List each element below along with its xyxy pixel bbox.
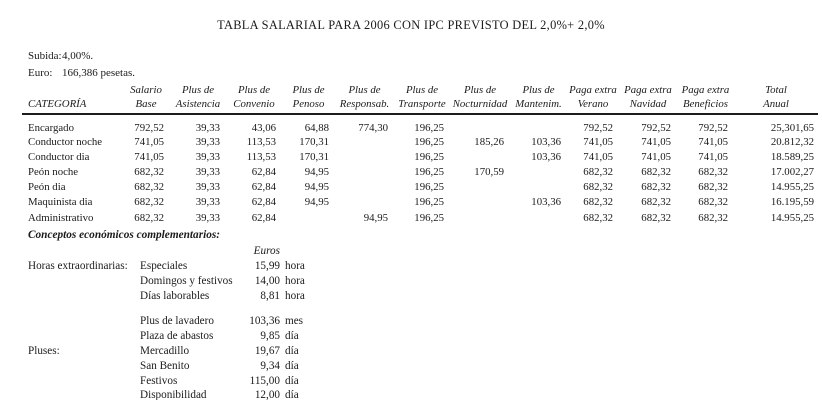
column-header-line2: Nocturnidad <box>452 97 508 110</box>
value-cell: 103,36 <box>531 196 561 209</box>
pluses-item-value: 9,34 <box>260 359 280 372</box>
value-cell: 14.955,25 <box>770 211 814 224</box>
pluses-item-unit: día <box>285 344 299 357</box>
column-header-line1: Plus de <box>348 84 381 96</box>
complementos-list <box>28 244 822 400</box>
value-cell: 39,33 <box>195 211 220 224</box>
value-cell <box>450 114 510 134</box>
category-cell: Peón noche <box>28 165 79 178</box>
value-cell: 39,33 <box>195 181 220 194</box>
value-cell: 682,32 <box>698 181 728 194</box>
value-cell: 682,32 <box>583 165 613 178</box>
value-cell: 185,26 <box>474 135 504 148</box>
pluses-item-row <box>28 388 822 400</box>
value-cell: 741,05 <box>583 150 613 163</box>
value-cell: 39,33 <box>195 196 220 209</box>
salary-table-body <box>22 114 818 225</box>
spacer <box>140 244 242 259</box>
value-cell: 113,53 <box>246 150 276 163</box>
pluses-item-label: Mercadillo <box>140 344 190 357</box>
subida-value: 4,00%. <box>62 50 94 62</box>
value-cell: 39,33 <box>195 165 220 178</box>
value-cell: 682,32 <box>641 165 671 178</box>
horas-item-value: 15,99 <box>254 259 280 272</box>
column-header <box>170 84 226 114</box>
value-cell: 94,95 <box>363 211 388 224</box>
pluses-item-unit: día <box>285 389 299 400</box>
value-cell: 18.589,25 <box>770 150 814 163</box>
value-cell: 682,32 <box>583 181 613 194</box>
value-cell: 741,05 <box>698 135 728 148</box>
column-header-line1: Plus de <box>181 84 215 96</box>
value-cell: 682,32 <box>698 196 728 209</box>
category-cell: Administrativo <box>28 211 94 224</box>
value-cell <box>335 149 394 164</box>
value-cell: 14.955,25 <box>770 181 814 194</box>
spacer <box>28 289 140 304</box>
value-cell: 196,25 <box>414 165 444 178</box>
value-cell: 16.195,59 <box>770 196 814 209</box>
pluses-item-row <box>28 374 822 389</box>
column-header <box>734 84 818 114</box>
value-cell <box>510 210 567 225</box>
value-cell <box>510 164 567 179</box>
value-cell: 170,31 <box>299 150 329 163</box>
value-cell: 196,25 <box>414 211 444 224</box>
column-header-line2: Penoso <box>292 97 325 110</box>
value-cell: 64,88 <box>304 122 329 134</box>
header-row <box>22 84 818 114</box>
column-header <box>394 84 450 114</box>
value-cell: 682,32 <box>134 165 164 178</box>
value-cell: 39,33 <box>195 150 220 163</box>
pluses-label: Pluses: <box>28 344 60 357</box>
pluses-item-unit: día <box>285 359 299 372</box>
column-header <box>122 84 170 114</box>
value-cell <box>450 180 510 195</box>
value-cell <box>335 164 394 179</box>
pluses-item-label: Plus de lavadero <box>140 315 214 328</box>
value-cell: 196,25 <box>414 150 444 163</box>
value-cell: 741,05 <box>134 135 164 148</box>
value-cell: 682,32 <box>583 211 613 224</box>
value-cell <box>450 195 510 210</box>
horas-item-label: Días laborables <box>140 289 210 302</box>
value-cell <box>450 210 510 225</box>
value-cell: 682,32 <box>134 196 164 209</box>
spacer <box>28 374 140 389</box>
value-cell: 170,31 <box>299 135 329 148</box>
value-cell: 741,05 <box>641 135 671 148</box>
pluses-item-unit: día <box>285 374 299 387</box>
value-cell: 62,84 <box>251 211 276 224</box>
column-header-line1: Plus de <box>463 84 497 96</box>
value-cell <box>510 180 567 195</box>
value-cell: 39,33 <box>195 122 220 134</box>
pluses-item-value: 103,36 <box>249 315 280 328</box>
horas-item-label: Especiales <box>140 259 188 272</box>
value-cell: 682,32 <box>698 165 728 178</box>
pluses-item-value: 19,67 <box>254 344 280 357</box>
value-cell <box>335 134 394 149</box>
column-header-line2: Convenio <box>233 97 275 110</box>
value-cell: 62,84 <box>251 181 276 194</box>
column-header-line1: Plus de <box>237 84 271 96</box>
value-cell: 94,95 <box>304 181 329 194</box>
horas-item-unit: hora <box>285 274 305 287</box>
subida-label: Subida: <box>28 50 62 62</box>
info-block <box>28 48 822 81</box>
value-cell: 682,32 <box>641 181 671 194</box>
value-cell: 20.812,32 <box>770 135 814 148</box>
column-header-line1: Paga extra <box>681 84 730 96</box>
value-cell: 741,05 <box>134 150 164 163</box>
column-header-line2: Anual <box>763 97 789 110</box>
spacer <box>28 314 140 329</box>
category-cell: Conductor noche <box>28 135 103 148</box>
horas-item-label: Domingos y festivos <box>140 274 233 287</box>
salary-table <box>22 84 818 225</box>
column-header <box>335 84 394 114</box>
value-cell: 113,53 <box>246 135 276 148</box>
column-header-line1: Plus de <box>405 84 439 96</box>
column-header-line2: Mantenim. <box>515 97 562 110</box>
table-row <box>22 195 818 210</box>
horas-item-value: 14,00 <box>254 274 280 287</box>
spacer <box>28 244 140 259</box>
value-cell <box>335 195 394 210</box>
value-cell: 741,05 <box>641 150 671 163</box>
column-header-line1: Plus de <box>522 84 555 96</box>
euro-label: Euro: <box>28 66 53 79</box>
column-header-line2: Verano <box>577 97 609 110</box>
table-row <box>22 114 818 134</box>
horas-item-value: 8,81 <box>260 289 280 302</box>
horas-extraordinarias-label: Horas extraordinarias: <box>28 259 128 272</box>
column-header <box>450 84 510 114</box>
column-header-line2: Base <box>135 97 157 110</box>
column-header <box>282 84 335 114</box>
column-header <box>677 84 734 114</box>
category-column-header: CATEGORÍA <box>28 97 87 110</box>
category-cell: Conductor dia <box>28 150 90 163</box>
column-header-line2: Navidad <box>629 97 667 110</box>
pluses-item-label: Plaza de abastos <box>140 330 214 343</box>
pluses-item-row <box>28 329 822 344</box>
column-header-line2: Transporte <box>398 97 446 110</box>
value-cell: 196,25 <box>414 181 444 194</box>
value-cell <box>282 210 335 225</box>
spacer <box>28 274 140 289</box>
column-header-line1: Plus de <box>292 84 325 96</box>
value-cell: 196,25 <box>414 196 444 209</box>
column-header-line1: Paga extra <box>624 84 672 96</box>
category-cell: Maquinista dia <box>28 196 93 209</box>
value-cell: 682,32 <box>134 211 164 224</box>
pluses-item-label: Disponibilidad <box>140 389 207 400</box>
value-cell: 792,52 <box>641 122 671 134</box>
spacer <box>28 388 140 400</box>
spacer <box>28 329 140 344</box>
complementos-heading: Conceptos económicos complementarios: <box>28 229 221 242</box>
pluses-item-unit: mes <box>285 315 304 328</box>
category-cell: Peón dia <box>28 181 66 194</box>
subida-row <box>28 48 822 65</box>
table-row <box>22 164 818 179</box>
column-header <box>510 84 567 114</box>
value-cell: 792,52 <box>698 122 728 134</box>
value-cell: 62,84 <box>251 165 276 178</box>
euro-value: 166,386 pesetas. <box>62 66 136 79</box>
pluses-item-row <box>28 359 822 374</box>
value-cell: 103,36 <box>531 150 561 163</box>
spacer <box>28 359 140 374</box>
column-header-line1: Total <box>765 84 787 96</box>
horas-item-unit: hora <box>285 259 305 272</box>
value-cell <box>450 149 510 164</box>
page-title: TABLA SALARIAL PARA 2006 CON IPC PREVISTO DEL 2,0%+ 2,0% <box>217 18 605 32</box>
column-header-line1: Paga extra <box>569 84 617 96</box>
value-cell <box>510 114 567 134</box>
horas-item-row <box>28 274 822 289</box>
value-cell: 774,30 <box>358 122 388 134</box>
category-cell: Encargado <box>28 122 74 134</box>
value-cell: 39,33 <box>195 135 220 148</box>
column-header-line1: Salario <box>130 84 162 96</box>
value-cell: 94,95 <box>304 196 329 209</box>
pluses-item-value: 115,00 <box>249 374 280 387</box>
pluses-item-value: 9,85 <box>260 330 280 343</box>
column-header <box>226 84 282 114</box>
value-cell: 196,25 <box>414 122 444 134</box>
salary-table-header <box>22 84 818 114</box>
value-cell: 741,05 <box>698 150 728 163</box>
pluses-item-row <box>28 344 822 359</box>
value-cell: 792,52 <box>583 122 613 134</box>
value-cell <box>335 180 394 195</box>
column-header <box>567 84 619 114</box>
column-header-line2: Asistencia <box>175 97 221 110</box>
pluses-item-label: Festivos <box>140 374 178 387</box>
horas-item-unit: hora <box>285 289 305 302</box>
value-cell: 170,59 <box>474 165 504 178</box>
value-cell: 94,95 <box>304 165 329 178</box>
table-row <box>22 134 818 149</box>
euros-header-row <box>28 244 822 259</box>
column-header-line2: Beneficios <box>683 97 728 110</box>
pluses-item-row <box>28 314 822 329</box>
pluses-item-unit: día <box>285 330 299 343</box>
value-cell: 682,32 <box>134 181 164 194</box>
pluses-item-value: 12,00 <box>254 389 280 400</box>
euros-column-header: Euros <box>253 245 280 258</box>
section-gap <box>28 303 822 314</box>
value-cell: 103,36 <box>531 135 561 148</box>
complementos-section <box>28 228 822 400</box>
value-cell: 62,84 <box>251 196 276 209</box>
value-cell: 196,25 <box>414 135 444 148</box>
value-cell: 682,32 <box>641 196 671 209</box>
value-cell: 43,06 <box>251 122 276 134</box>
horas-item-row <box>28 289 822 304</box>
column-header <box>619 84 677 114</box>
value-cell: 682,32 <box>698 211 728 224</box>
table-row <box>22 210 818 225</box>
value-cell: 682,32 <box>583 196 613 209</box>
value-cell: 25,301,65 <box>770 122 814 134</box>
value-cell: 792,52 <box>134 122 164 134</box>
table-row <box>22 180 818 195</box>
value-cell: 741,05 <box>583 135 613 148</box>
table-row <box>22 149 818 164</box>
value-cell: 17.002,27 <box>770 165 814 178</box>
column-header-line2: Responsab. <box>339 97 390 110</box>
euro-row <box>28 65 822 82</box>
pluses-item-label: San Benito <box>140 359 190 372</box>
horas-item-row <box>28 259 822 274</box>
value-cell: 682,32 <box>641 211 671 224</box>
